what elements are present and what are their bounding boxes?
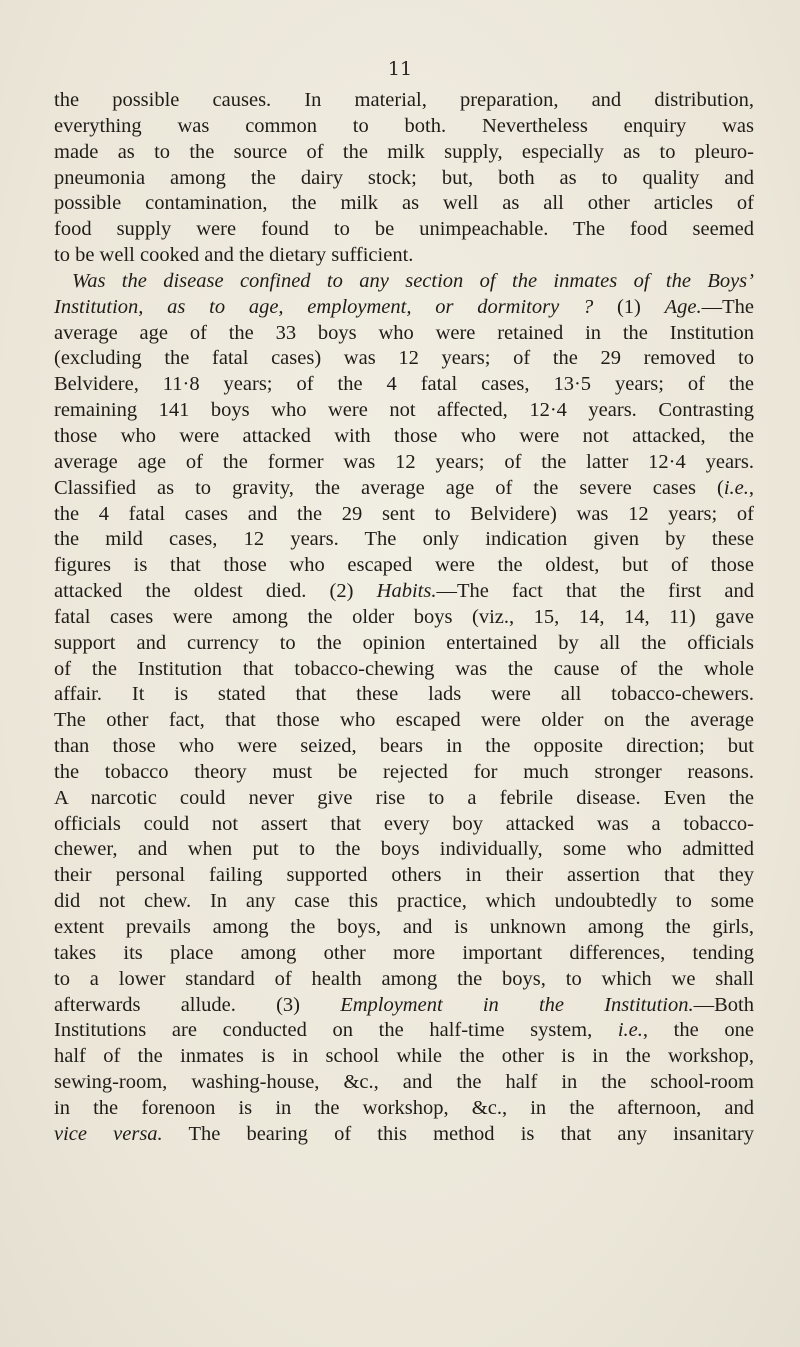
text-line (54, 424, 754, 450)
text-line (54, 631, 754, 657)
text-line (54, 682, 754, 708)
text-line (54, 1018, 754, 1044)
text-line (54, 140, 754, 166)
text-segment: remaining 141 boys who were not affected, 12·4 years. Contrasting (54, 399, 754, 422)
text-segment: those who were attacked with those who were not attacked, the (54, 424, 754, 447)
italic-text: Institution, as to age, employment, or dormitory ? (54, 295, 594, 318)
text-line (54, 88, 754, 114)
italic-text: Was the disease confined to any section of the inmates of the Boys’ (72, 269, 754, 292)
text-segment: chewer, and when put to the boys individually, some who admitted (54, 838, 754, 861)
text-line (54, 114, 754, 140)
text-line (54, 1070, 754, 1096)
text-segment: figures is that those who escaped were the oldest, but of those (54, 554, 754, 577)
text-line (54, 346, 754, 372)
text-line (54, 527, 754, 553)
text-line (54, 967, 754, 993)
text-line (54, 734, 754, 760)
text-line (54, 217, 754, 243)
text-segment: , (748, 476, 754, 499)
italic-text: i.e. (723, 476, 749, 499)
text-segment: —The fact that the first and (436, 580, 754, 603)
text-segment: attacked the oldest died. (2) (54, 580, 377, 603)
text-line (54, 1044, 754, 1070)
text-line (54, 579, 754, 605)
text-line (54, 812, 754, 838)
text-line (54, 657, 754, 683)
text-line (54, 915, 754, 941)
text-segment: Classified as to gravity, the average age of the severe cases ( (54, 476, 724, 499)
page-number: 11 (387, 58, 413, 80)
text-segment: food supply were found to be unimpeachable. The food seemed (54, 218, 754, 241)
text-line (54, 941, 754, 967)
text-segment: —Both (693, 993, 754, 1016)
text-line (54, 786, 754, 812)
italic-text: Habits. (376, 580, 437, 603)
text-segment: —The (701, 295, 754, 318)
text-line (54, 191, 754, 217)
text-segment: possible contamination, the milk as well as all other articles of (54, 192, 754, 215)
text-segment: the tobacco theory must be rejected for much stronger reasons. (54, 760, 754, 783)
text-segment: afterwards allude. (3) (54, 993, 341, 1016)
text-segment: (excluding the fatal cases) was 12 years; of the 29 removed to (54, 347, 754, 370)
text-segment: to a lower standard of health among the boys, to which we shall (54, 967, 754, 990)
text-segment: the possible causes. In material, preparation, and distribution, (54, 89, 754, 111)
text-segment: made as to the source of the milk supply, especially as to pleuro- (54, 140, 754, 163)
text-line (54, 1096, 754, 1122)
text-line (54, 476, 754, 502)
text-line (54, 760, 754, 786)
text-line (54, 708, 754, 734)
text-line (54, 993, 754, 1019)
text-line (54, 502, 754, 528)
text-segment: Institutions are conducted on the half-time system, (54, 1019, 618, 1042)
text-segment: pneumonia among the dairy stock; but, both as to quality and (54, 166, 754, 189)
text-segment: average age of the 33 boys who were retained in the Institution (54, 321, 754, 344)
text-line (54, 398, 754, 424)
body-text (54, 88, 754, 1148)
text-segment: half of the inmates is in school while the other is in the workshop, (54, 1045, 754, 1068)
text-segment: officials could not assert that every boy attacked was a tobacco- (54, 812, 754, 835)
text-segment: average age of the former was 12 years; of the latter 12·4 years. (54, 450, 754, 473)
text-segment: takes its place among other more important differences, tending (54, 941, 754, 964)
text-segment: A narcotic could never give rise to a febrile disease. Even the (54, 786, 754, 809)
text-line (54, 269, 754, 295)
text-segment: The other fact, that those who escaped were older on the average (54, 709, 754, 732)
italic-text: i.e. (617, 1019, 643, 1042)
text-line (54, 372, 754, 398)
text-segment: fatal cases were among the older boys (viz., 15, 14, 14, 11) gave (54, 605, 754, 628)
text-line (54, 166, 754, 192)
italic-text: vice versa. (54, 1122, 163, 1145)
text-line (54, 243, 754, 269)
italic-text: Age. (664, 295, 702, 318)
text-segment: everything was common to both. Nevertheless enquiry was (54, 114, 754, 137)
text-segment: (1) (593, 295, 665, 318)
text-line (54, 1122, 754, 1148)
text-segment: their personal failing supported others in their assertion that they (54, 864, 754, 887)
text-segment: the mild cases, 12 years. The only indication given by these (54, 528, 754, 551)
text-line (54, 321, 754, 347)
text-segment: Belvidere, 11·8 years; of the 4 fatal cases, 13·5 years; of the (54, 373, 754, 396)
text-line (54, 605, 754, 631)
text-segment: did not chew. In any case this practice, which undoubtedly to some (54, 890, 754, 913)
text-segment: in the forenoon is in the workshop, &c., in the afternoon, and (54, 1096, 754, 1119)
text-segment: , the one (642, 1019, 754, 1042)
text-line (54, 863, 754, 889)
text-line (54, 450, 754, 476)
text-line (54, 837, 754, 863)
text-segment: support and currency to the opinion entertained by all the officials (54, 631, 754, 654)
text-line (54, 889, 754, 915)
text-segment: to be well cooked and the dietary sufficient. (54, 244, 414, 267)
text-line (54, 553, 754, 579)
text-segment: The bearing of this method is that any insanitary (162, 1122, 754, 1145)
text-segment: of the Institution that tobacco-chewing was the cause of the whole (54, 657, 754, 680)
text-segment: the 4 fatal cases and the 29 sent to Belvidere) was 12 years; of (54, 502, 754, 525)
text-segment: extent prevails among the boys, and is unknown among the girls, (54, 916, 754, 938)
text-segment: than those who were seized, bears in the opposite direction; but (54, 735, 754, 758)
text-line (54, 295, 754, 321)
text-segment: affair. It is stated that these lads were all tobacco-chewers. (54, 683, 754, 706)
text-segment: sewing-room, washing-house, &c., and the half in the school-room (54, 1071, 754, 1094)
italic-text: Employment in the Institution. (340, 993, 694, 1016)
